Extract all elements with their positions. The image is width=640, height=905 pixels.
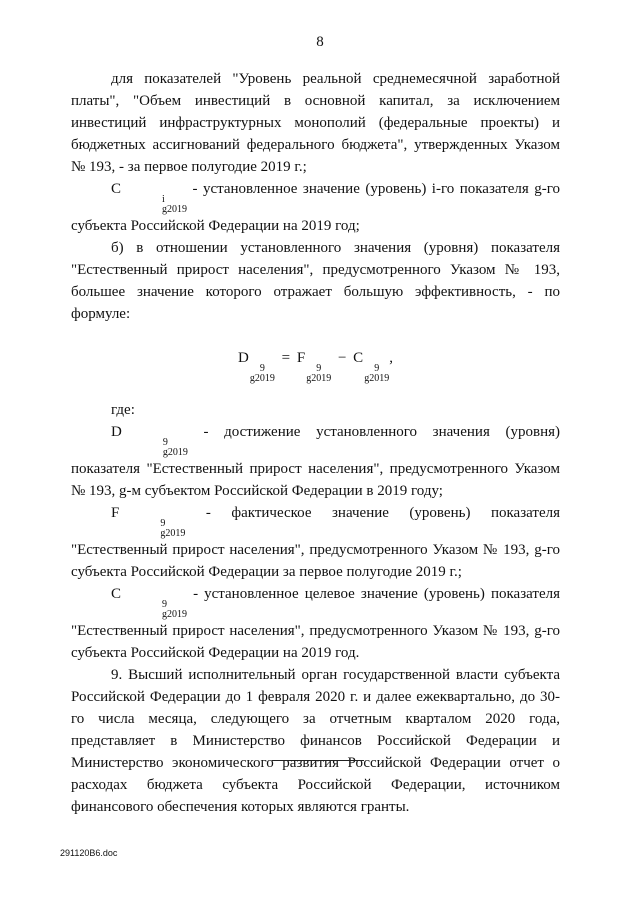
paragraph-indicators <box>71 68 560 178</box>
symbol-subscript: g2019 <box>162 609 188 620</box>
page-number: 8 <box>316 34 324 50</box>
formula <box>71 347 560 384</box>
symbol-subscript: g2019 <box>306 373 332 384</box>
symbol-d9-g2019 <box>111 424 188 458</box>
definition-text: - установленное целевое значение (уровень) показателя "Естественный прирост населения", предусмотренного Указом № 193, g-го субъекта Российской Федерации на 2019 год. <box>71 586 560 661</box>
symbol-subscript: g2019 <box>162 447 188 458</box>
symbol-base: D <box>111 424 122 440</box>
where-label <box>71 399 560 421</box>
symbol-c9-g2019 <box>111 586 188 620</box>
symbol-subscript: g2019 <box>249 373 275 384</box>
paragraph-b-natural-growth <box>71 237 560 325</box>
formula-equals: = <box>281 350 291 366</box>
definition-text: - фактическое значение (уровень) показателя "Естественный прирост населения", предусмотренного Указом № 193, g-го субъекта Российской Федерации за первое полугодие 2019 г.; <box>71 505 560 580</box>
formula-comma: , <box>389 350 393 366</box>
document-body <box>71 68 560 818</box>
paragraph-text: б) в отношении установленного значения (уровня) показателя "Естественный прирост населения", предусмотренного Указом № 193, большее значение которого отражает большую эффективность, - по формуле: <box>71 240 560 322</box>
symbol-base: C <box>111 181 122 197</box>
symbol-base: C <box>353 350 364 366</box>
symbol-base: C <box>111 586 122 602</box>
definition-f9 <box>71 502 560 583</box>
symbol-subscript: g2019 <box>162 204 188 215</box>
symbol-subscript: g2019 <box>160 528 186 539</box>
formula-minus: − <box>337 350 347 366</box>
symbol-superscript: 9 <box>316 363 322 374</box>
formula-term-f <box>296 350 332 384</box>
symbol-superscript: 9 <box>162 599 168 610</box>
definition-c-i <box>71 178 560 237</box>
paragraph-9-reporting <box>71 664 560 818</box>
symbol-superscript: 9 <box>162 437 168 448</box>
definition-d9 <box>71 421 560 502</box>
symbol-f9-g2019 <box>111 505 186 539</box>
symbol-superscript: 9 <box>374 363 380 374</box>
symbol-c-i-g2019 <box>111 181 188 215</box>
end-divider-line <box>272 760 364 761</box>
symbol-base: D <box>238 350 249 366</box>
paragraph-text: 9. Высший исполнительный орган государственной власти субъекта Российской Федерации до 1 февраля 2020 г. и далее ежеквартально, до 30-го числа месяца, следующего за отчетным кварталом 2020 года, представляет в Министерство финансов Российской Федерации и Министерство экономического развития Российской Федерации отчет о расходах бюджета субъекта Российской Федерации, источником финансового обеспечения которых являются гранты. <box>71 667 560 815</box>
symbol-base: F <box>111 505 120 521</box>
where-text: где: <box>111 402 135 418</box>
formula-term-c <box>353 350 390 384</box>
symbol-subscript: g2019 <box>364 373 390 384</box>
paragraph-text: для показателей "Уровень реальной среднемесячной заработной платы", "Объем инвестиций в основной капитал, за исключением инвестиций инфраструктурных монополий (федеральные проекты) и бюджетных ассигнований федерального бюджета", утвержденных Указом № 193, - за первое полугодие 2019 г.; <box>71 71 560 175</box>
symbol-superscript: i <box>162 194 165 205</box>
formula-lhs <box>238 350 275 384</box>
symbol-superscript: 9 <box>160 518 166 529</box>
footer-filename: 291120В6.doc <box>60 848 118 858</box>
symbol-superscript: 9 <box>259 363 265 374</box>
definition-c9 <box>71 583 560 664</box>
definition-text: - установленное значение (уровень) i-го показателя g-го субъекта Российской Федерации на 2019 год; <box>71 181 560 234</box>
definition-text: - достижение установленного значения (уровня) показателя "Естественный прирост населения", предусмотренного Указом № 193, g-м субъектом Российской Федерации в 2019 году; <box>71 424 560 499</box>
symbol-base: F <box>296 350 306 366</box>
